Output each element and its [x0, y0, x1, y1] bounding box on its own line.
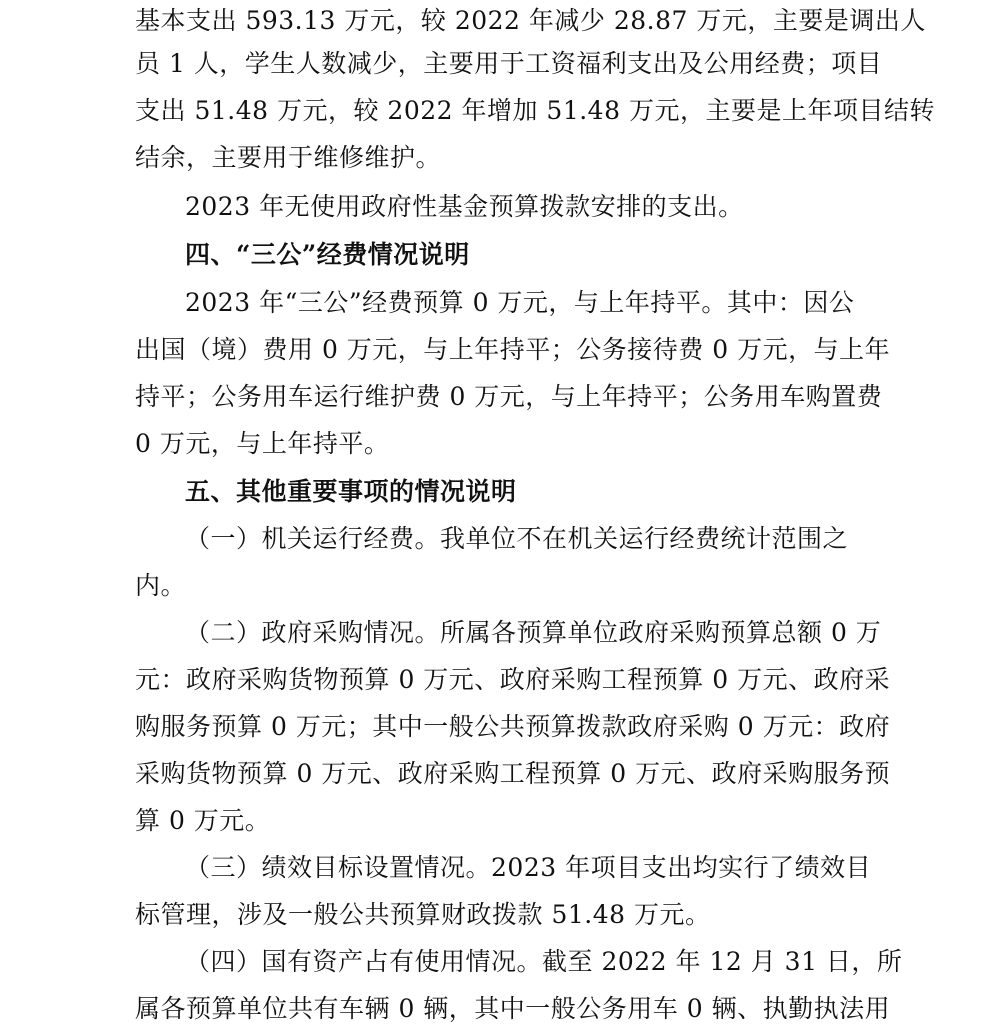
paragraph-line: 2023 年“三公”经费预算 0 万元，与上年持平。其中：因公 — [185, 288, 855, 317]
paragraph-line: 持平；公务用车运行维护费 0 万元，与上年持平；公务用车购置费 — [135, 382, 883, 411]
paragraph-line: 2023 年无使用政府性基金预算拨款安排的支出。 — [185, 192, 744, 221]
paragraph-line: 属各预算单位共有车辆 0 辆，其中一般公务用车 0 辆、执勤执法用 — [135, 994, 891, 1023]
paragraph-line: （一）机关运行经费。我单位不在机关运行经费统计范围之 — [185, 524, 849, 553]
paragraph-line: 元：政府采购货物预算 0 万元、政府采购工程预算 0 万元、政府采 — [135, 665, 891, 694]
section-heading: 五、其他重要事项的情况说明 — [185, 477, 517, 506]
paragraph-line: 0 万元，与上年持平。 — [135, 429, 390, 458]
paragraph-line: （三）绩效目标设置情况。2023 年项目支出均实行了绩效目 — [185, 853, 872, 882]
paragraph-line: 出国（境）费用 0 万元，与上年持平；公务接待费 0 万元，与上年 — [135, 335, 891, 364]
paragraph-line: 基本支出 593.13 万元，较 2022 年减少 28.87 万元，主要是调出人 — [135, 6, 926, 35]
paragraph-line: 支出 51.48 万元，较 2022 年增加 51.48 万元，主要是上年项目结转 — [135, 96, 935, 125]
paragraph-line: 购服务预算 0 万元；其中一般公共预算拨款政府采购 0 万元：政府 — [135, 712, 891, 741]
paragraph-line: 算 0 万元。 — [135, 806, 271, 835]
paragraph-line: 员 1 人，学生人数减少，主要用于工资福利支出及公用经费；项目 — [135, 49, 883, 78]
paragraph-line: （二）政府采购情况。所属各预算单位政府采购预算总额 0 万 — [185, 618, 882, 647]
paragraph-line: （四）国有资产占有使用情况。截至 2022 年 12 月 31 日，所 — [185, 947, 903, 976]
paragraph-line: 标管理，涉及一般公共预算财政拨款 51.48 万元。 — [135, 900, 711, 929]
paragraph-line: 结余，主要用于维修维护。 — [135, 143, 442, 172]
paragraph-line: 采购货物预算 0 万元、政府采购工程预算 0 万元、政府采购服务预 — [135, 759, 891, 788]
section-heading: 四、“三公”经费情况说明 — [185, 240, 470, 269]
paragraph-line: 内。 — [135, 571, 187, 600]
